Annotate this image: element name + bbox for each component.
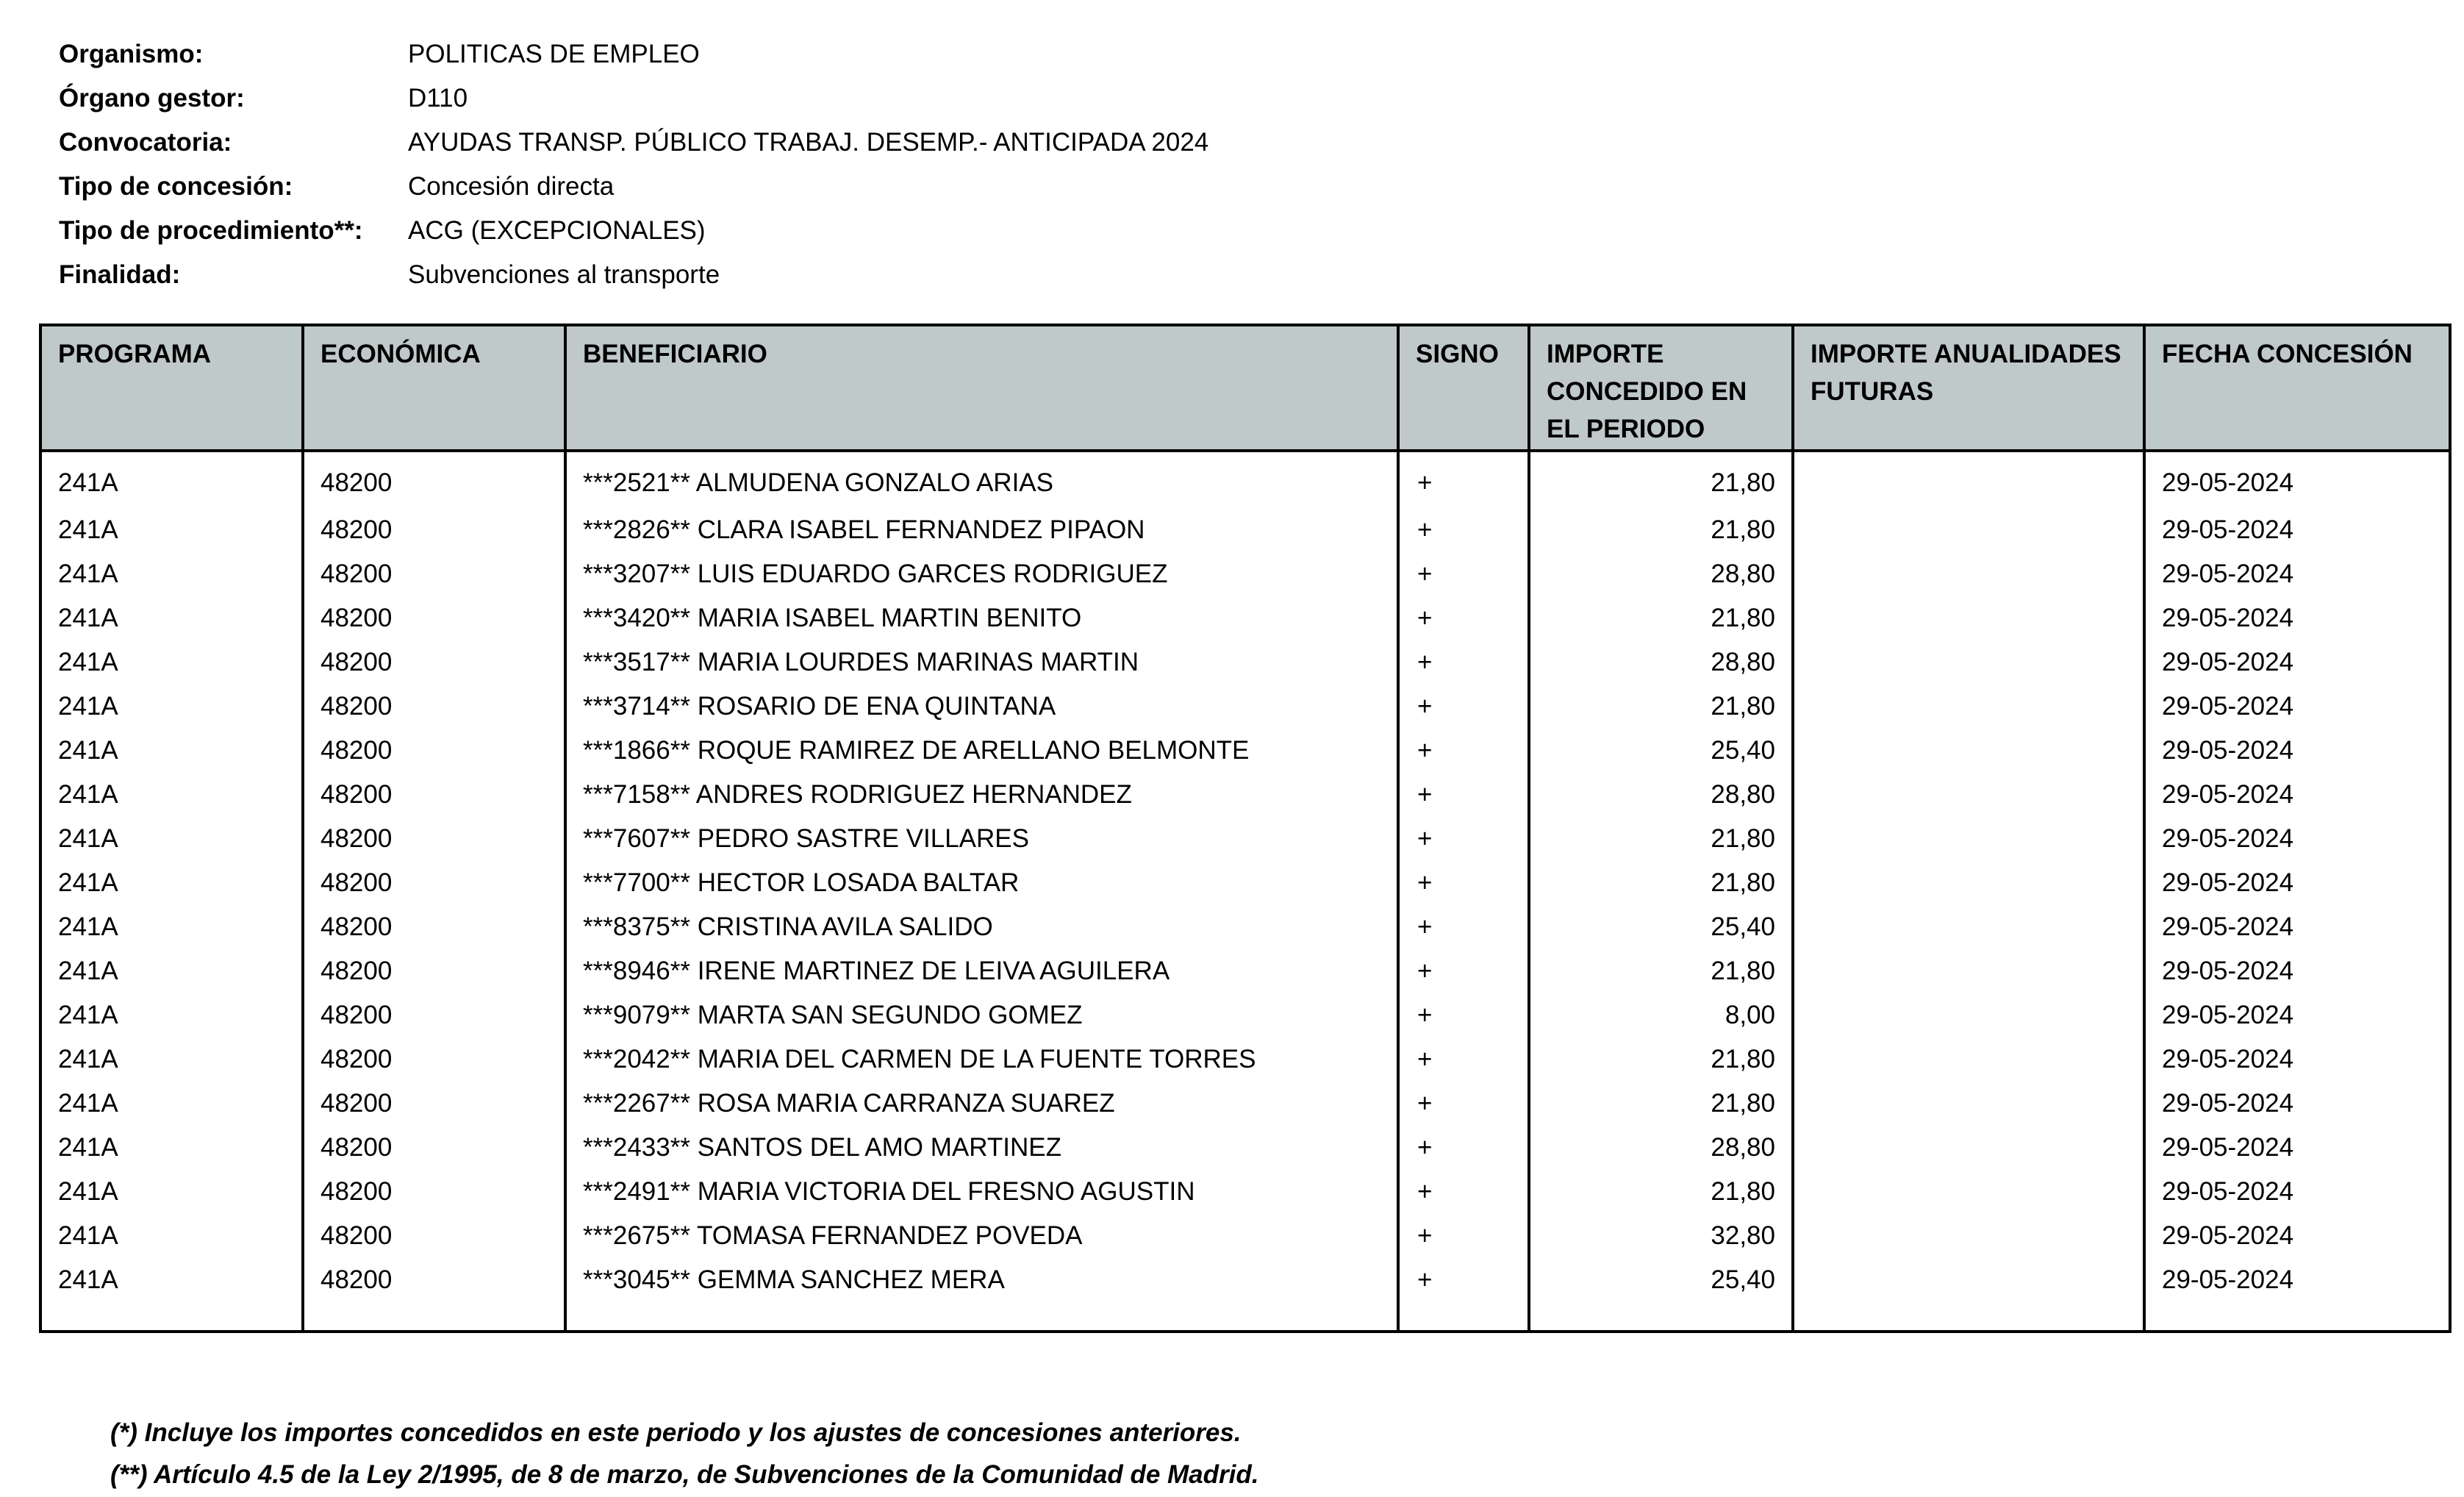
header-programa: PROGRAMA bbox=[40, 325, 303, 451]
header-beneficiario: BENEFICIARIO bbox=[565, 325, 1398, 451]
cell-economica: 48200 bbox=[303, 1082, 565, 1126]
cell-beneficiario: ***3420** MARIA ISABEL MARTIN BENITO bbox=[565, 596, 1398, 640]
meta-label: Finalidad: bbox=[59, 260, 181, 289]
cell-futuras bbox=[1793, 685, 2144, 729]
meta-label: Tipo de concesión: bbox=[59, 172, 293, 201]
spacer-cell bbox=[1398, 1302, 1529, 1332]
cell-economica: 48200 bbox=[303, 640, 565, 685]
cell-economica: 48200 bbox=[303, 508, 565, 552]
cell-economica: 48200 bbox=[303, 1170, 565, 1214]
cell-signo: + bbox=[1398, 861, 1529, 905]
cell-economica: 48200 bbox=[303, 685, 565, 729]
table-end-spacer bbox=[40, 1302, 2450, 1332]
cell-fecha: 29-05-2024 bbox=[2144, 905, 2450, 949]
table-row bbox=[40, 1126, 2450, 1170]
table-row bbox=[40, 640, 2450, 685]
header-importe-periodo: IMPORTE CONCEDIDO EN EL PERIODO bbox=[1529, 325, 1793, 451]
table-row bbox=[40, 1170, 2450, 1214]
meta-value: POLITICAS DE EMPLEO bbox=[408, 40, 700, 68]
spacer-cell bbox=[565, 1302, 1398, 1332]
meta-row-tipo-concesion bbox=[59, 165, 1208, 209]
cell-importe: 21,80 bbox=[1529, 949, 1793, 993]
cell-signo: + bbox=[1398, 640, 1529, 685]
table-header bbox=[40, 325, 2450, 451]
cell-economica: 48200 bbox=[303, 861, 565, 905]
cell-importe: 21,80 bbox=[1529, 596, 1793, 640]
cell-economica: 48200 bbox=[303, 1258, 565, 1302]
cell-signo: + bbox=[1398, 685, 1529, 729]
cell-beneficiario: ***2521** ALMUDENA GONZALO ARIAS bbox=[565, 451, 1398, 508]
header-economica: ECONÓMICA bbox=[303, 325, 565, 451]
cell-importe: 25,40 bbox=[1529, 729, 1793, 773]
cell-signo: + bbox=[1398, 949, 1529, 993]
cell-beneficiario: ***2433** SANTOS DEL AMO MARTINEZ bbox=[565, 1126, 1398, 1170]
cell-economica: 48200 bbox=[303, 552, 565, 596]
cell-beneficiario: ***2675** TOMASA FERNANDEZ POVEDA bbox=[565, 1214, 1398, 1258]
meta-label: Tipo de procedimiento**: bbox=[59, 216, 363, 245]
cell-signo: + bbox=[1398, 1170, 1529, 1214]
cell-fecha: 29-05-2024 bbox=[2144, 993, 2450, 1037]
cell-programa: 241A bbox=[40, 993, 303, 1037]
cell-signo: + bbox=[1398, 993, 1529, 1037]
table-row bbox=[40, 949, 2450, 993]
cell-economica: 48200 bbox=[303, 596, 565, 640]
cell-signo: + bbox=[1398, 451, 1529, 508]
table-row bbox=[40, 508, 2450, 552]
cell-importe: 21,80 bbox=[1529, 451, 1793, 508]
table-row bbox=[40, 773, 2450, 817]
cell-fecha: 29-05-2024 bbox=[2144, 552, 2450, 596]
cell-importe: 21,80 bbox=[1529, 1082, 1793, 1126]
table-row bbox=[40, 1258, 2450, 1302]
cell-beneficiario: ***8946** IRENE MARTINEZ DE LEIVA AGUILERA bbox=[565, 949, 1398, 993]
cell-importe: 21,80 bbox=[1529, 817, 1793, 861]
meta-row-finalidad bbox=[59, 253, 1208, 297]
cell-economica: 48200 bbox=[303, 1214, 565, 1258]
cell-fecha: 29-05-2024 bbox=[2144, 451, 2450, 508]
cell-beneficiario: ***2042** MARIA DEL CARMEN DE LA FUENTE TORRES bbox=[565, 1037, 1398, 1082]
table-row bbox=[40, 861, 2450, 905]
meta-row-organismo bbox=[59, 32, 1208, 76]
meta-label: Convocatoria: bbox=[59, 128, 232, 157]
cell-programa: 241A bbox=[40, 451, 303, 508]
cell-importe: 21,80 bbox=[1529, 508, 1793, 552]
header-fecha: FECHA CONCESIÓN bbox=[2144, 325, 2450, 451]
cell-fecha: 29-05-2024 bbox=[2144, 773, 2450, 817]
spacer-cell bbox=[1529, 1302, 1793, 1332]
cell-fecha: 29-05-2024 bbox=[2144, 1126, 2450, 1170]
cell-programa: 241A bbox=[40, 861, 303, 905]
cell-futuras bbox=[1793, 1126, 2144, 1170]
cell-futuras bbox=[1793, 552, 2144, 596]
meta-value: Subvenciones al transporte bbox=[408, 260, 720, 289]
cell-economica: 48200 bbox=[303, 817, 565, 861]
cell-fecha: 29-05-2024 bbox=[2144, 729, 2450, 773]
cell-fecha: 29-05-2024 bbox=[2144, 1082, 2450, 1126]
cell-fecha: 29-05-2024 bbox=[2144, 1214, 2450, 1258]
cell-futuras bbox=[1793, 1082, 2144, 1126]
cell-beneficiario: ***7700** HECTOR LOSADA BALTAR bbox=[565, 861, 1398, 905]
cell-fecha: 29-05-2024 bbox=[2144, 685, 2450, 729]
spacer-cell bbox=[40, 1302, 303, 1332]
cell-importe: 21,80 bbox=[1529, 861, 1793, 905]
meta-row-tipo-procedimiento bbox=[59, 209, 1208, 253]
meta-row-organo-gestor bbox=[59, 76, 1208, 121]
cell-economica: 48200 bbox=[303, 949, 565, 993]
cell-importe: 25,40 bbox=[1529, 905, 1793, 949]
table-row bbox=[40, 993, 2450, 1037]
cell-economica: 48200 bbox=[303, 729, 565, 773]
cell-fecha: 29-05-2024 bbox=[2144, 817, 2450, 861]
cell-signo: + bbox=[1398, 1082, 1529, 1126]
cell-programa: 241A bbox=[40, 640, 303, 685]
cell-economica: 48200 bbox=[303, 905, 565, 949]
table-row bbox=[40, 552, 2450, 596]
cell-fecha: 29-05-2024 bbox=[2144, 640, 2450, 685]
footnote-importes: (*) Incluye los importes concedidos en este periodo y los ajustes de concesiones anteriores. bbox=[110, 1418, 1242, 1447]
cell-beneficiario: ***3714** ROSARIO DE ENA QUINTANA bbox=[565, 685, 1398, 729]
table-row bbox=[40, 1037, 2450, 1082]
cell-importe: 21,80 bbox=[1529, 1037, 1793, 1082]
cell-importe: 8,00 bbox=[1529, 993, 1793, 1037]
cell-programa: 241A bbox=[40, 949, 303, 993]
meta-row-convocatoria bbox=[59, 121, 1208, 165]
cell-signo: + bbox=[1398, 729, 1529, 773]
grants-table bbox=[39, 324, 2452, 1333]
spacer-cell bbox=[1793, 1302, 2144, 1332]
footnote-ley: (**) Artículo 4.5 de la Ley 2/1995, de 8 de marzo, de Subvenciones de la Comunidad de Madrid. bbox=[110, 1460, 1259, 1489]
cell-programa: 241A bbox=[40, 1126, 303, 1170]
cell-futuras bbox=[1793, 905, 2144, 949]
cell-programa: 241A bbox=[40, 596, 303, 640]
cell-signo: + bbox=[1398, 1126, 1529, 1170]
cell-futuras bbox=[1793, 729, 2144, 773]
cell-futuras bbox=[1793, 1037, 2144, 1082]
document-metadata bbox=[59, 32, 1208, 297]
cell-programa: 241A bbox=[40, 1082, 303, 1126]
header-importe-futuras: IMPORTE ANUALIDADES FUTURAS bbox=[1793, 325, 2144, 451]
cell-futuras bbox=[1793, 508, 2144, 552]
cell-importe: 32,80 bbox=[1529, 1214, 1793, 1258]
cell-futuras bbox=[1793, 993, 2144, 1037]
cell-economica: 48200 bbox=[303, 451, 565, 508]
cell-fecha: 29-05-2024 bbox=[2144, 1258, 2450, 1302]
cell-importe: 28,80 bbox=[1529, 640, 1793, 685]
cell-economica: 48200 bbox=[303, 773, 565, 817]
meta-value: ACG (EXCEPCIONALES) bbox=[408, 216, 706, 245]
cell-importe: 25,40 bbox=[1529, 1258, 1793, 1302]
cell-signo: + bbox=[1398, 773, 1529, 817]
cell-beneficiario: ***8375** CRISTINA AVILA SALIDO bbox=[565, 905, 1398, 949]
cell-programa: 241A bbox=[40, 905, 303, 949]
cell-signo: + bbox=[1398, 508, 1529, 552]
cell-futuras bbox=[1793, 817, 2144, 861]
cell-futuras bbox=[1793, 861, 2144, 905]
cell-programa: 241A bbox=[40, 1037, 303, 1082]
cell-programa: 241A bbox=[40, 552, 303, 596]
cell-beneficiario: ***2267** ROSA MARIA CARRANZA SUAREZ bbox=[565, 1082, 1398, 1126]
cell-programa: 241A bbox=[40, 773, 303, 817]
cell-beneficiario: ***7158** ANDRES RODRIGUEZ HERNANDEZ bbox=[565, 773, 1398, 817]
table-row bbox=[40, 596, 2450, 640]
cell-beneficiario: ***1866** ROQUE RAMIREZ DE ARELLANO BELMONTE bbox=[565, 729, 1398, 773]
cell-signo: + bbox=[1398, 1258, 1529, 1302]
cell-programa: 241A bbox=[40, 1214, 303, 1258]
header-row bbox=[40, 325, 2450, 451]
spacer-cell bbox=[2144, 1302, 2450, 1332]
cell-programa: 241A bbox=[40, 1170, 303, 1214]
cell-economica: 48200 bbox=[303, 1037, 565, 1082]
cell-programa: 241A bbox=[40, 729, 303, 773]
cell-futuras bbox=[1793, 1214, 2144, 1258]
table-row bbox=[40, 685, 2450, 729]
meta-label: Organismo: bbox=[59, 40, 204, 68]
cell-signo: + bbox=[1398, 552, 1529, 596]
cell-futuras bbox=[1793, 451, 2144, 508]
cell-signo: + bbox=[1398, 817, 1529, 861]
cell-signo: + bbox=[1398, 1037, 1529, 1082]
cell-beneficiario: ***2826** CLARA ISABEL FERNANDEZ PIPAON bbox=[565, 508, 1398, 552]
cell-futuras bbox=[1793, 773, 2144, 817]
cell-fecha: 29-05-2024 bbox=[2144, 1037, 2450, 1082]
cell-beneficiario: ***3045** GEMMA SANCHEZ MERA bbox=[565, 1258, 1398, 1302]
table-row bbox=[40, 729, 2450, 773]
cell-futuras bbox=[1793, 1170, 2144, 1214]
cell-programa: 241A bbox=[40, 685, 303, 729]
cell-fecha: 29-05-2024 bbox=[2144, 596, 2450, 640]
cell-beneficiario: ***9079** MARTA SAN SEGUNDO GOMEZ bbox=[565, 993, 1398, 1037]
cell-futuras bbox=[1793, 949, 2144, 993]
cell-futuras bbox=[1793, 640, 2144, 685]
table-row bbox=[40, 451, 2450, 508]
cell-programa: 241A bbox=[40, 508, 303, 552]
cell-importe: 28,80 bbox=[1529, 1126, 1793, 1170]
meta-value: AYUDAS TRANSP. PÚBLICO TRABAJ. DESEMP.- ANTICIPADA 2024 bbox=[408, 128, 1209, 157]
cell-importe: 28,80 bbox=[1529, 552, 1793, 596]
table-row bbox=[40, 817, 2450, 861]
spacer-cell bbox=[303, 1302, 565, 1332]
table-row bbox=[40, 1214, 2450, 1258]
table-body bbox=[40, 451, 2450, 1332]
cell-importe: 21,80 bbox=[1529, 685, 1793, 729]
cell-fecha: 29-05-2024 bbox=[2144, 861, 2450, 905]
cell-programa: 241A bbox=[40, 1258, 303, 1302]
cell-fecha: 29-05-2024 bbox=[2144, 508, 2450, 552]
cell-importe: 28,80 bbox=[1529, 773, 1793, 817]
cell-signo: + bbox=[1398, 1214, 1529, 1258]
cell-fecha: 29-05-2024 bbox=[2144, 1170, 2450, 1214]
cell-beneficiario: ***7607** PEDRO SASTRE VILLARES bbox=[565, 817, 1398, 861]
cell-futuras bbox=[1793, 1258, 2144, 1302]
cell-beneficiario: ***2491** MARIA VICTORIA DEL FRESNO AGUSTIN bbox=[565, 1170, 1398, 1214]
cell-programa: 241A bbox=[40, 817, 303, 861]
cell-signo: + bbox=[1398, 905, 1529, 949]
table-row bbox=[40, 905, 2450, 949]
cell-economica: 48200 bbox=[303, 993, 565, 1037]
header-signo: SIGNO bbox=[1398, 325, 1529, 451]
meta-label: Órgano gestor: bbox=[59, 84, 245, 112]
meta-value: Concesión directa bbox=[408, 172, 615, 201]
meta-value: D110 bbox=[408, 84, 468, 112]
cell-beneficiario: ***3517** MARIA LOURDES MARINAS MARTIN bbox=[565, 640, 1398, 685]
footnotes bbox=[110, 1412, 1258, 1496]
cell-signo: + bbox=[1398, 596, 1529, 640]
cell-futuras bbox=[1793, 596, 2144, 640]
table-row bbox=[40, 1082, 2450, 1126]
cell-economica: 48200 bbox=[303, 1126, 565, 1170]
cell-fecha: 29-05-2024 bbox=[2144, 949, 2450, 993]
cell-beneficiario: ***3207** LUIS EDUARDO GARCES RODRIGUEZ bbox=[565, 552, 1398, 596]
cell-importe: 21,80 bbox=[1529, 1170, 1793, 1214]
